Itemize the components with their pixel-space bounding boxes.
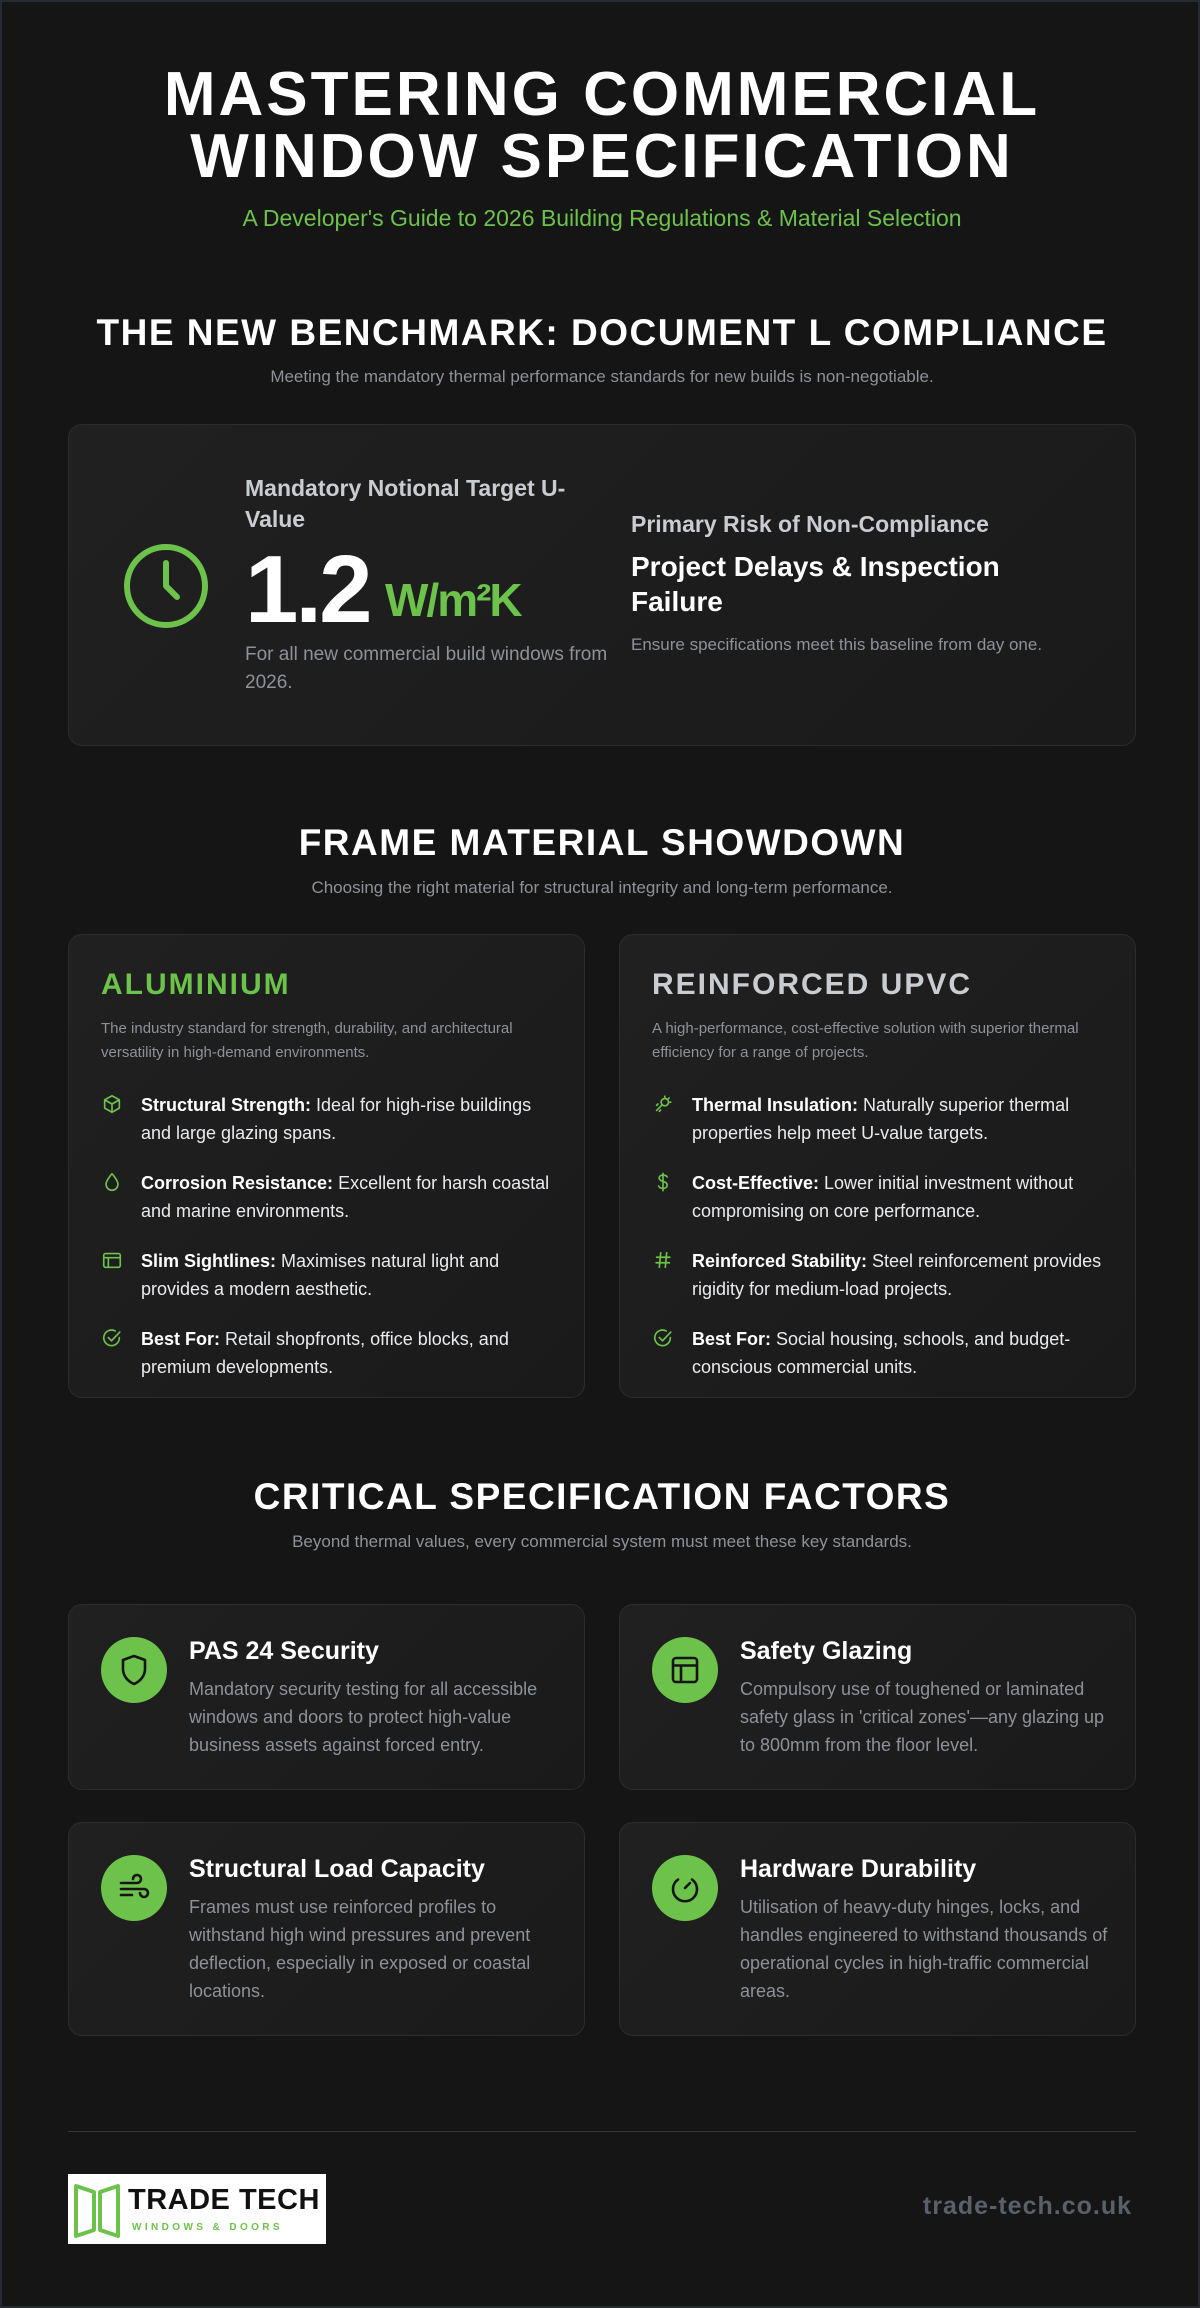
check-circle-icon (101, 1327, 123, 1349)
page-title-line-2: WINDOW SPECIFICATION (190, 122, 1014, 191)
factor-card-pas24 (68, 1604, 585, 1790)
factors-section-title: CRITICAL SPECIFICATION FACTORS (253, 1476, 951, 1517)
clock-icon (121, 541, 211, 631)
droplet-icon (101, 1171, 123, 1193)
factor-card-hardware (619, 1822, 1136, 2036)
factor-card-safety-glazing (619, 1604, 1136, 1790)
website-link[interactable]: trade-tech.co.uk (922, 2192, 1132, 2220)
window-frame-icon (101, 1249, 123, 1271)
factor-text: Utilisation of heavy-duty hinges, locks, and handles engineered to withstand thousands of operational cycles in high-traffic commercial areas. (740, 1897, 1108, 2001)
factor-title: Safety Glazing (740, 1637, 913, 1665)
shield-icon (115, 1651, 153, 1689)
feature-text: Social housing, schools, and budget-conscious commercial units. (692, 1329, 1071, 1377)
hash-icon (652, 1249, 674, 1271)
wind-icon (115, 1869, 153, 1907)
factor-card-structural-load (68, 1822, 585, 2036)
upvc-description: A high-performance, cost-effective solution with superior thermal efficiency for a range of projects. (652, 1020, 1079, 1061)
feature-label: Best For: (692, 1329, 772, 1349)
list-item (101, 1325, 552, 1381)
list-item (652, 1325, 1103, 1381)
page-title (2, 60, 1200, 191)
target-u-value-label: Mandatory Notional Target U-Value (245, 475, 566, 532)
risk-value: Project Delays & Inspection Failure (631, 551, 1000, 617)
upvc-card (619, 934, 1136, 1398)
feature-text: Retail shopfronts, office blocks, and premium developments. (141, 1329, 509, 1377)
list-item (652, 1091, 1103, 1147)
logo-subtext: WINDOWS & DOORS (132, 2222, 283, 2233)
page-title-line-1: MASTERING COMMERCIAL (163, 60, 1041, 129)
benchmark-section-title: THE NEW BENCHMARK: DOCUMENT L COMPLIANCE (96, 312, 1108, 353)
upvc-title: REINFORCED UPVC (652, 968, 973, 1001)
factor-title: Hardware Durability (740, 1855, 977, 1883)
factor-title: PAS 24 Security (189, 1637, 379, 1665)
list-item (652, 1247, 1103, 1303)
benchmark-card (68, 424, 1136, 746)
feature-label: Slim Sightlines: (141, 1251, 277, 1271)
list-item (101, 1169, 552, 1225)
feature-text: Steel reinforcement provides rigidity for medium-load projects. (692, 1251, 1102, 1299)
aluminium-description: The industry standard for strength, durability, and architectural versatility in high-demand environments. (101, 1020, 513, 1061)
factor-text: Mandatory security testing for all accessible windows and doors to protect high-value business assets against forced entry. (189, 1679, 538, 1755)
feature-text: Naturally superior thermal properties help meet U-value targets. (692, 1095, 1070, 1143)
factors-section-subtitle: Beyond thermal values, every commercial system must meet these key standards. (292, 1532, 912, 1551)
footer-divider (68, 2131, 1136, 2132)
logo-mark-icon (72, 2180, 122, 2240)
list-item (101, 1247, 552, 1303)
materials-section-subtitle: Choosing the right material for structural integrity and long-term performance. (311, 878, 893, 897)
dollar-icon (652, 1171, 674, 1193)
factor-text: Frames must use reinforced profiles to withstand high wind pressures and prevent deflection, especially in exposed or coastal locations. (189, 1897, 531, 2001)
page-subtitle: A Developer's Guide to 2026 Building Regulations & Material Selection (242, 205, 962, 231)
feature-label: Best For: (141, 1329, 221, 1349)
target-u-value: 1.2 (245, 536, 370, 643)
list-item (101, 1091, 552, 1147)
check-circle-icon (652, 1327, 674, 1349)
factor-text: Compulsory use of toughened or laminated safety glass in 'critical zones'—any glazing up to 800mm from the floor level. (740, 1679, 1105, 1755)
benchmark-section-subtitle: Meeting the mandatory thermal performance standards for new builds is non-negotiable. (270, 367, 934, 386)
feature-label: Corrosion Resistance: (141, 1173, 334, 1193)
feature-label: Structural Strength: (141, 1095, 312, 1115)
feature-label: Reinforced Stability: (692, 1251, 868, 1271)
logo-text: TRADE TECH (128, 2184, 320, 2216)
feature-label: Cost-Effective: (692, 1173, 820, 1193)
target-u-value-unit: W/m²K (385, 574, 521, 626)
thermal-icon (652, 1093, 674, 1115)
feature-text: Excellent for harsh coastal and marine environments. (141, 1173, 550, 1221)
risk-note: Ensure specifications meet this baseline from day one. (631, 635, 1043, 654)
aluminium-title: ALUMINIUM (101, 968, 291, 1001)
cube-icon (101, 1093, 123, 1115)
list-item (652, 1169, 1103, 1225)
feature-text: Maximises natural light and provides a modern aesthetic. (141, 1251, 500, 1299)
feature-label: Thermal Insulation: (692, 1095, 859, 1115)
materials-section-title: FRAME MATERIAL SHOWDOWN (298, 822, 906, 863)
target-u-value-note: For all new commercial build windows from 2026. (245, 644, 608, 693)
aluminium-card (68, 934, 585, 1398)
feature-text: Lower initial investment without compromising on core performance. (692, 1173, 1074, 1221)
risk-label: Primary Risk of Non-Compliance (631, 511, 989, 537)
feature-text: Ideal for high-rise buildings and large glazing spans. (141, 1095, 532, 1143)
window-panel-icon (666, 1651, 704, 1689)
trade-tech-logo (68, 2174, 326, 2244)
gauge-icon (666, 1869, 704, 1907)
factor-title: Structural Load Capacity (189, 1855, 485, 1883)
